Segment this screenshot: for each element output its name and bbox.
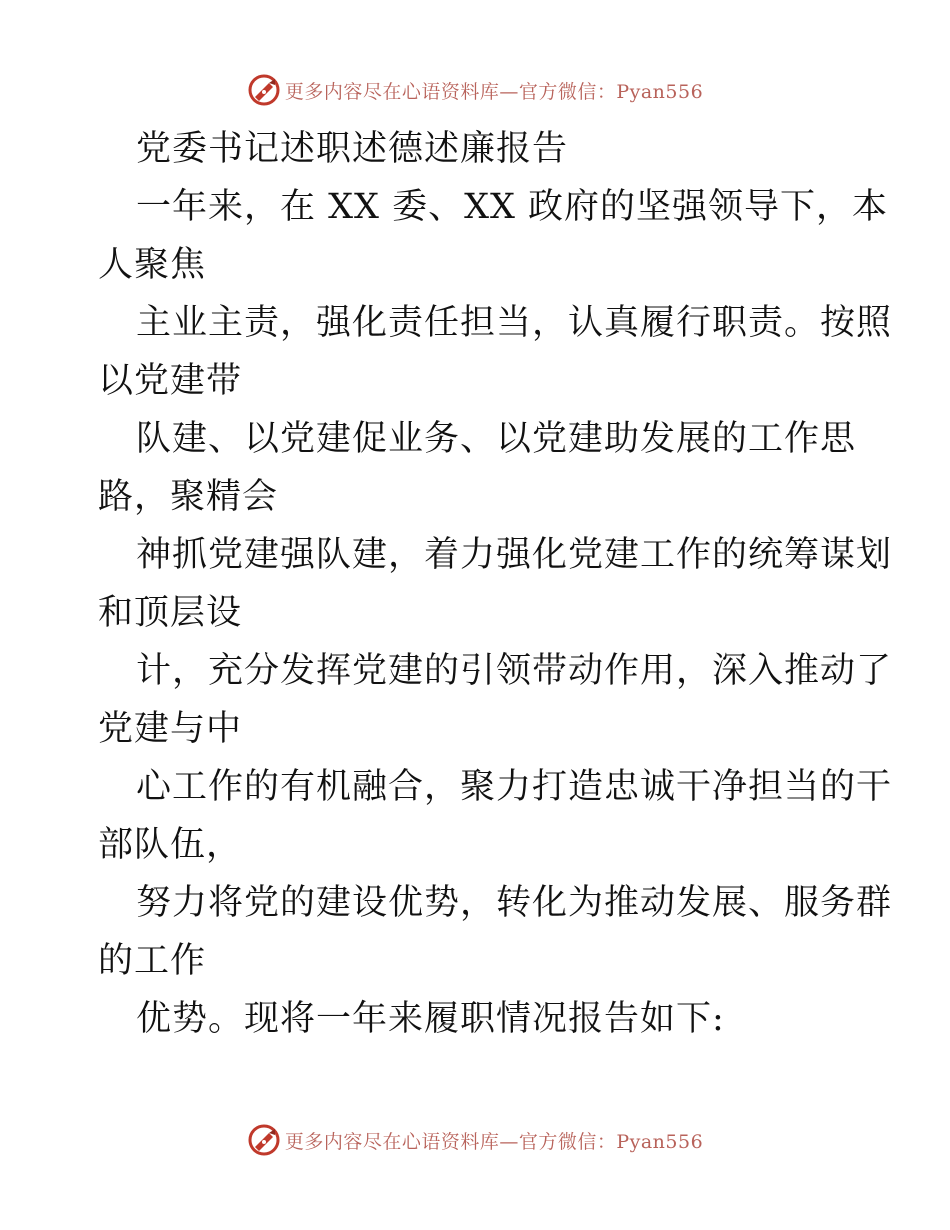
paragraph-line: 一年来，在 XX 委、XX 政府的坚强领导下，本 bbox=[136, 187, 889, 227]
paragraph-line: 和顶层设 bbox=[98, 593, 243, 633]
header-banner bbox=[0, 70, 950, 110]
paragraph-line: 神抓党建强队建，着力强化党建工作的统筹谋划 bbox=[136, 535, 893, 575]
paragraph-line: 队建、以党建促业务、以党建助发展的工作思 bbox=[136, 419, 857, 459]
paragraph-line: 的工作 bbox=[98, 941, 207, 981]
paragraph-line: 党建与中 bbox=[98, 709, 243, 749]
paragraph-line: 心工作的有机融合，聚力打造忠诚干净担当的干 bbox=[136, 767, 893, 807]
pen-nib-logo-icon bbox=[247, 73, 281, 107]
footer-banner bbox=[0, 1120, 950, 1160]
paragraph-line: 优势。现将一年来履职情况报告如下: bbox=[136, 999, 725, 1039]
paragraph-line: 人聚焦 bbox=[98, 245, 207, 285]
document-title: 党委书记述职述德述廉报告 bbox=[136, 129, 569, 169]
paragraph-line: 主业主责，强化责任担当，认真履行职责。按照 bbox=[136, 303, 893, 343]
pen-nib-logo-icon bbox=[247, 1123, 281, 1157]
paragraph-line: 路，聚精会 bbox=[98, 477, 279, 517]
document-body bbox=[98, 120, 893, 1048]
header-banner-text: 更多内容尽在心语资料库—官方微信：Pyan556 bbox=[284, 80, 704, 103]
paragraph-line: 部队伍， bbox=[98, 825, 243, 865]
paragraph-line: 计，充分发挥党建的引领带动作用，深入推动了 bbox=[136, 651, 893, 691]
paragraph-line: 以党建带 bbox=[98, 361, 243, 401]
paragraph-line: 努力将党的建设优势，转化为推动发展、服务群 bbox=[136, 883, 893, 923]
footer-banner-text: 更多内容尽在心语资料库—官方微信：Pyan556 bbox=[284, 1130, 704, 1153]
